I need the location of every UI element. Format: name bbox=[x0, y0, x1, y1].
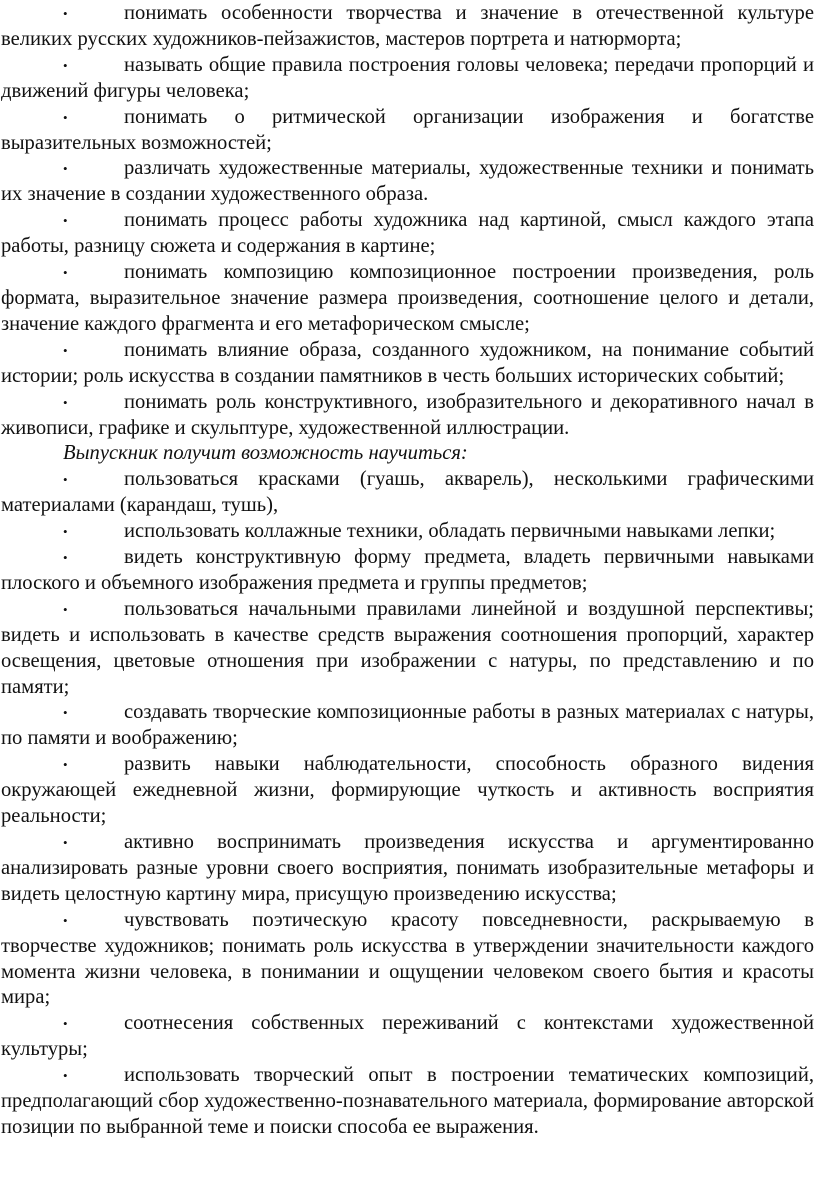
bullet-icon: • bbox=[63, 705, 68, 721]
bullet-icon: • bbox=[63, 109, 68, 125]
list-item bbox=[1, 260, 814, 338]
list-item bbox=[1, 338, 814, 390]
bullet-icon: • bbox=[63, 6, 68, 21]
bullet-icon: • bbox=[63, 213, 68, 229]
list-item-text: понимать особенности творчества и значение в отечественной культуре великих русских художников-пейзажистов, мастеров портрета и натюрморта; bbox=[1, 2, 814, 50]
bullet-icon: • bbox=[63, 550, 68, 566]
list-item bbox=[1, 1063, 814, 1141]
list-item bbox=[1, 519, 814, 545]
list-item bbox=[1, 208, 814, 260]
list-item bbox=[1, 545, 814, 597]
list-item bbox=[1, 1011, 814, 1063]
list-item bbox=[1, 105, 814, 157]
bullet-icon: • bbox=[63, 601, 68, 617]
list-item bbox=[1, 1, 814, 53]
list-item-text: использовать творческий опыт в построении тематических композиций, предполагающий сбор художественно-познавательного материала, формирование авторской позиции по выбранной теме и поиски способа ее выражения. bbox=[1, 1064, 814, 1138]
bullet-icon: • bbox=[63, 835, 68, 850]
list-item-text: понимать процесс работы художника над картиной, смысл каждого этапа работы, разницу сюжета и содержания в картине; bbox=[1, 209, 814, 258]
list-item-text: различать художественные материалы, художественные техники и понимать их значение в создании художественного образа. bbox=[1, 157, 814, 206]
section-subheading: Выпускник получит возможность научиться: bbox=[63, 442, 468, 465]
list-item-text: развить навыки наблюдательности, способность образного видения окружающей ежедневной жизни, формирующие чуткость и активность восприятия реальности; bbox=[1, 753, 814, 828]
bullet-icon: • bbox=[63, 524, 68, 540]
list-item bbox=[1, 700, 814, 752]
list-item bbox=[1, 908, 814, 1012]
list-item-text: соотнесения собственных переживаний с контекстами художественной культуры; bbox=[1, 1012, 814, 1061]
list-item bbox=[1, 597, 814, 701]
bullet-icon: • bbox=[63, 394, 68, 410]
list-item bbox=[1, 752, 814, 830]
list-item bbox=[1, 53, 814, 105]
opportunities-list bbox=[1, 467, 814, 1141]
list-item-text: создавать творческие композиционные работы в разных материалах с натуры, по памяти и воображению; bbox=[1, 701, 814, 750]
list-item-text: пользоваться красками (гуашь, акварель), несколькими графическими материалами (карандаш, тушь), bbox=[1, 468, 814, 517]
bullet-icon: • bbox=[63, 342, 68, 358]
list-item-text: пользоваться начальными правилами линейной и воздушной перспективы; видеть и использовать в качестве средств выражения соотношения пропорций, характер освещения, цветовые отношения при изображении с натуры, по представлению и по памяти; bbox=[1, 597, 814, 698]
list-item-text: называть общие правила построения головы человека; передачи пропорций и движений фигуры человека; bbox=[1, 53, 814, 102]
list-item bbox=[1, 467, 814, 519]
list-item-text: понимать о ритмической организации изображения и богатстве выразительных возможностей; bbox=[1, 105, 814, 154]
list-item-text: понимать роль конструктивного, изобразительного и декоративного начал в живописи, графике и скульптуре, художественной иллюстрации. bbox=[1, 390, 814, 439]
list-item-text: активно воспринимать произведения искусства и аргументированно анализировать разные уровни своего восприятия, понимать изобразительные метафоры и видеть целостную картину мира, присущую произведению искусства; bbox=[1, 831, 814, 905]
list-item-text: чувствовать поэтическую красоту повседневности, раскрываемую в творчестве художников; понимать роль искусства в утверждении значительности каждого момента жизни человека, в понимании и ощущении человеком своего бытия и красоты мира; bbox=[1, 908, 814, 1009]
list-item-text: видеть конструктивную форму предмета, владеть первичными навыками плоского и объемного изображения предмета и группы предметов; bbox=[1, 546, 814, 594]
bullet-icon: • bbox=[63, 57, 68, 73]
list-item bbox=[1, 390, 814, 442]
outcomes-list bbox=[1, 1, 814, 441]
bullet-icon: • bbox=[63, 1068, 68, 1084]
bullet-icon: • bbox=[63, 161, 68, 177]
list-item bbox=[1, 830, 814, 908]
list-item-text: использовать коллажные техники, обладать первичными навыками лепки; bbox=[124, 520, 776, 543]
bullet-icon: • bbox=[63, 1016, 68, 1032]
bullet-icon: • bbox=[63, 757, 68, 773]
list-item-text: понимать композицию композиционное построении произведения, роль формата, выразительное значение размера произведения, соотношение целого и детали, значение каждого фрагмента и его метафорическом смысле; bbox=[1, 261, 814, 335]
list-item-text: понимать влияние образа, созданного художником, на понимание событий истории; роль искусства в создании памятников в честь больших исторических событий; bbox=[1, 338, 814, 387]
bullet-icon: • bbox=[63, 912, 68, 928]
bullet-icon: • bbox=[63, 265, 68, 281]
bullet-icon: • bbox=[63, 472, 68, 488]
list-item bbox=[1, 156, 814, 208]
